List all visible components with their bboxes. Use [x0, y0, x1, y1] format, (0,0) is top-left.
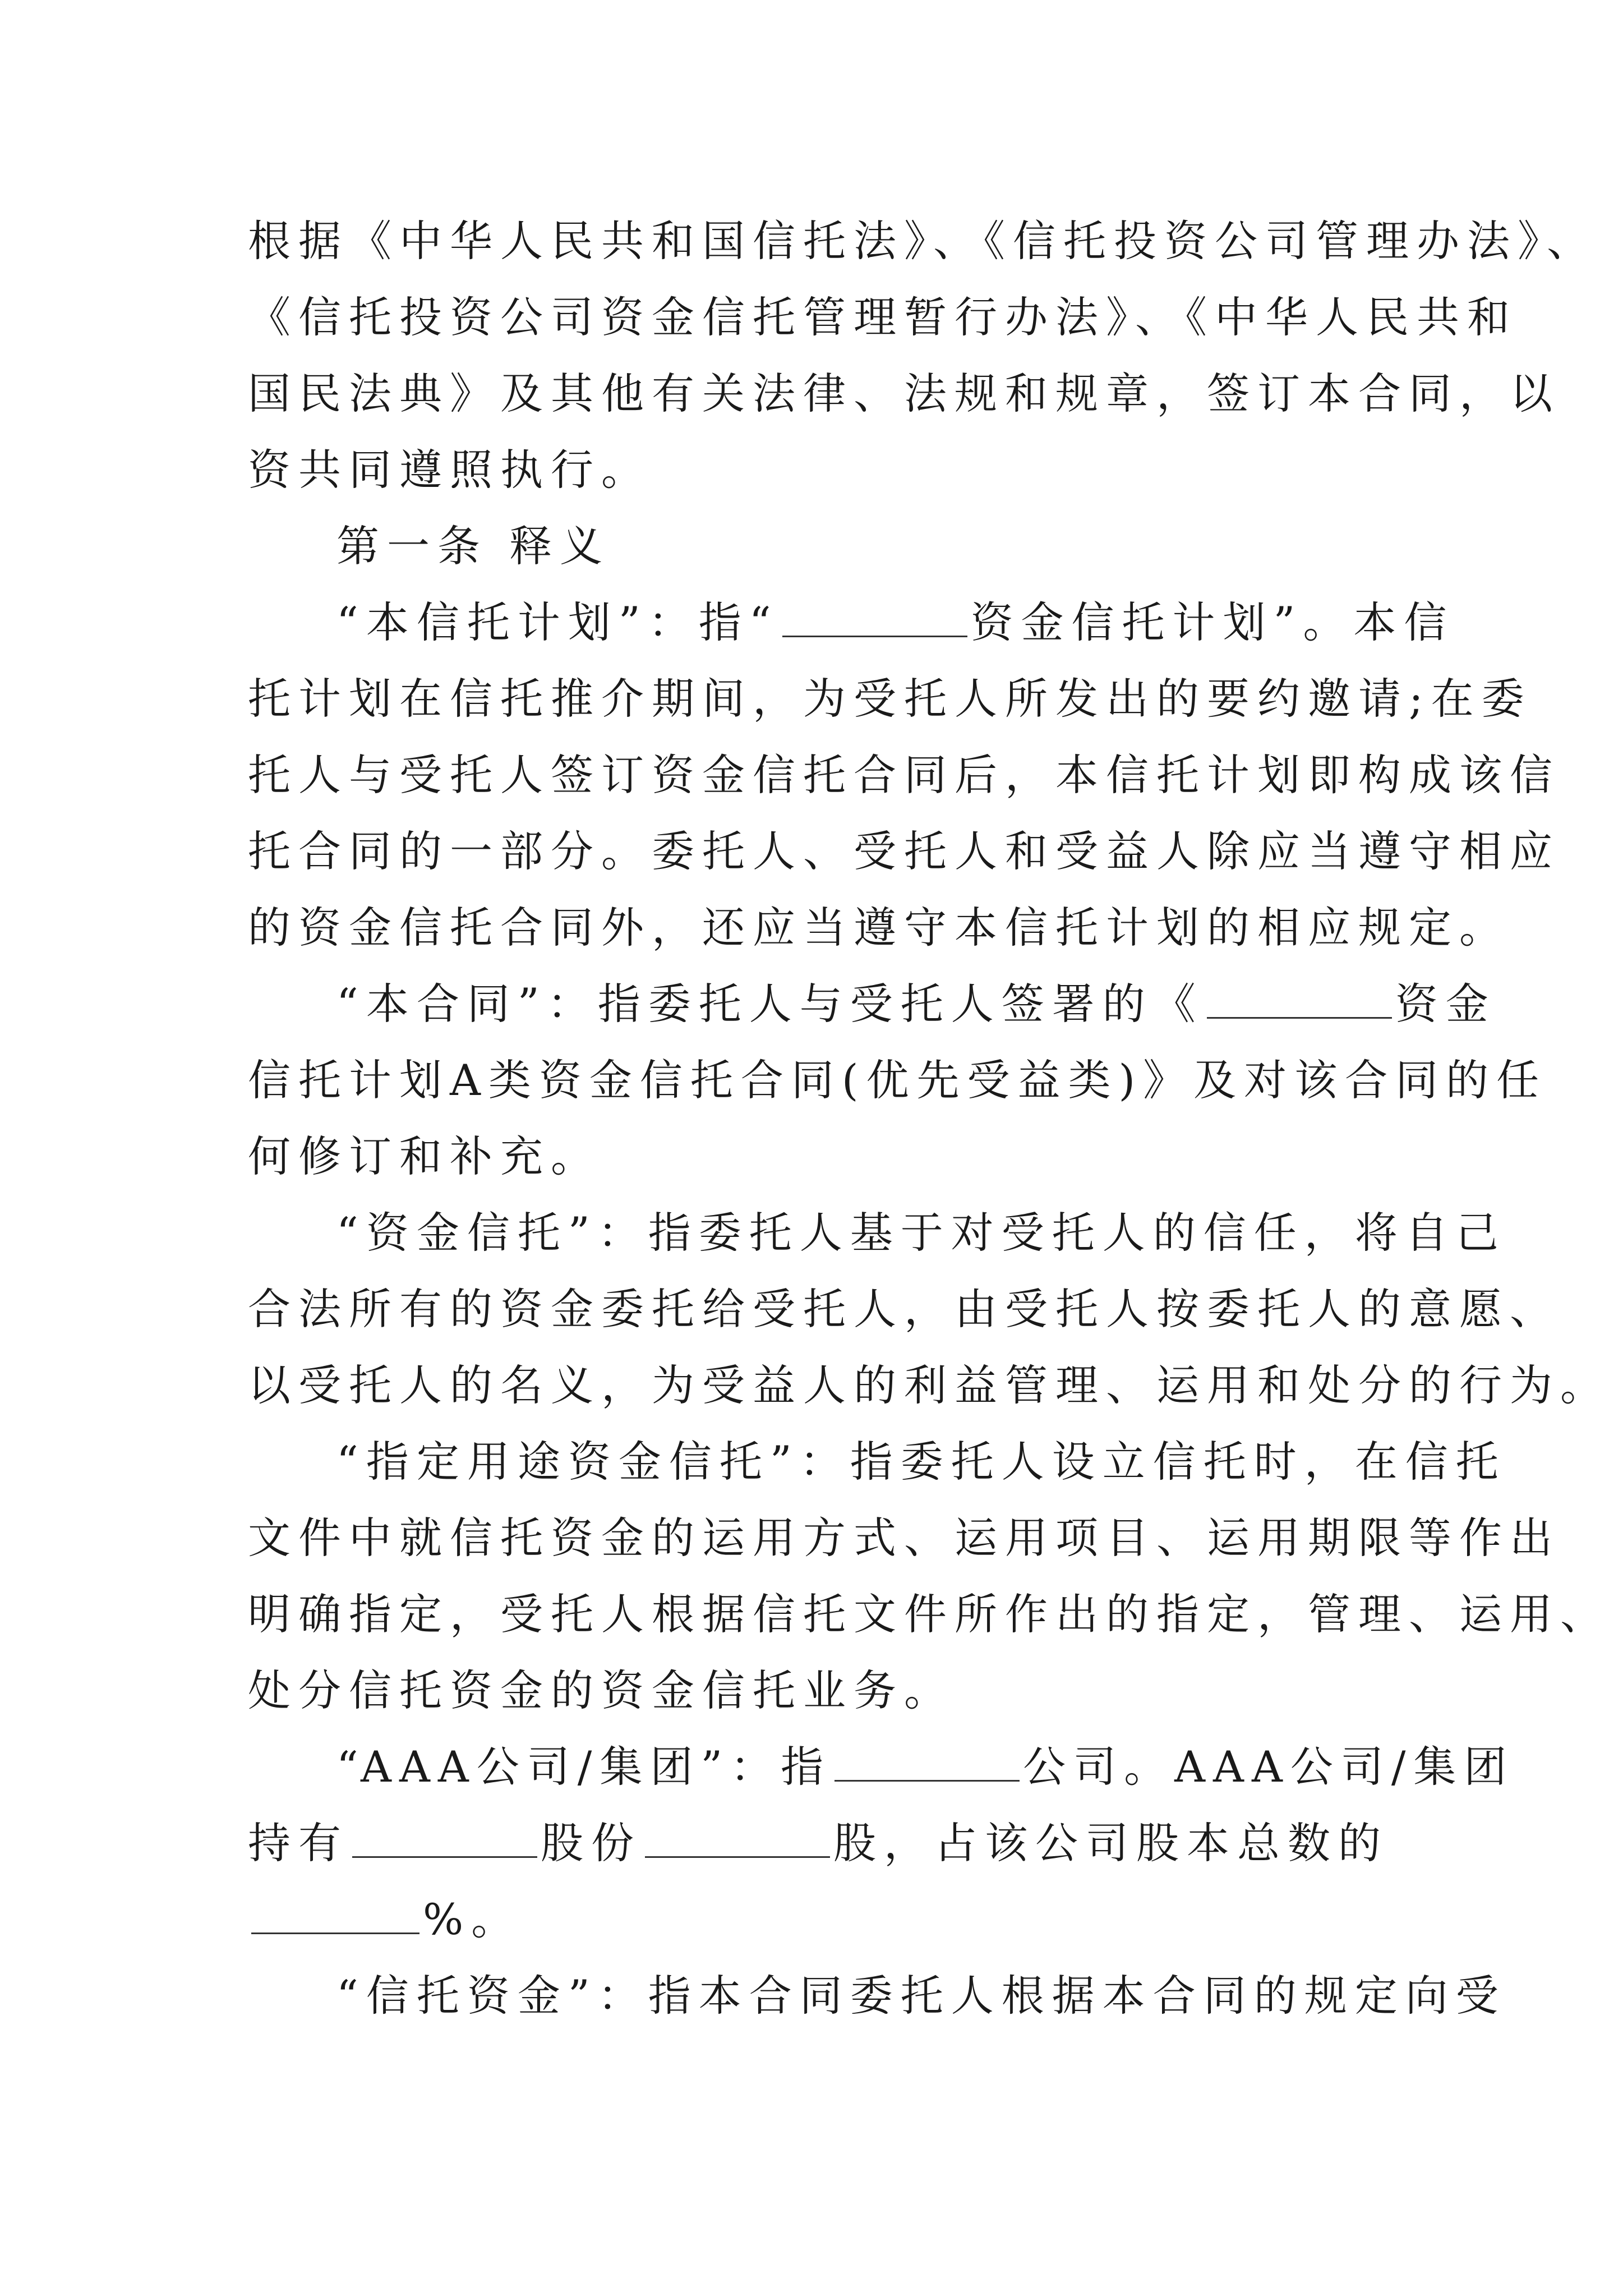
body-text-line	[248, 665, 1532, 733]
fill-in-blank	[352, 1816, 537, 1858]
body-text-line	[248, 1276, 1560, 1343]
text-segment: 股份	[541, 1818, 642, 1868]
text-segment: 公司。AAA公司/集团	[1023, 1742, 1515, 1792]
fill-in-blank	[645, 1816, 830, 1858]
text-segment: 根据《中华人民共和国信托法》、《信托投资公司管理办法》、	[248, 216, 1597, 266]
text-segment: “本信托计划”：指“	[336, 597, 779, 647]
text-segment: 托计划在信托推介期间，为受托人所发出的要约邀请;在委	[248, 674, 1532, 724]
fill-in-blank	[251, 1892, 419, 1934]
body-text-line	[248, 436, 1386, 504]
text-segment: 资共同遵照执行。	[248, 445, 652, 495]
body-text-line	[248, 1657, 1386, 1724]
text-segment: 处分信托资金的资金信托业务。	[248, 1665, 955, 1715]
text-segment: “信托资金”：指本合同委托人根据本合同的规定向受	[336, 1971, 1506, 2021]
definition-line	[336, 1199, 1506, 1267]
fill-in-blank	[782, 595, 967, 637]
text-segment: 以受托人的名义，为受益人的利益管理、运用和处分的行为。	[248, 1360, 1611, 1410]
body-text-line	[248, 360, 1560, 427]
definition-line	[336, 970, 1496, 1038]
body-text-line	[248, 1810, 1389, 1877]
text-segment: “本合同”：指委托人与受托人签署的《	[336, 979, 1204, 1029]
text-segment: 《信托投资公司资金信托管理暂行办法》、《中华人民共和	[248, 292, 1518, 342]
text-segment: 文件中就信托资金的运用方式、运用项目、运用期限等作出	[248, 1513, 1560, 1563]
definition-line	[336, 589, 1455, 656]
text-segment: “资金信托”：指委托人基于对受托人的信任，将自己	[336, 1208, 1506, 1258]
text-segment: 合法所有的资金委托给受托人，由受托人按委托人的意愿、	[248, 1284, 1560, 1334]
text-segment: 托人与受托人签订资金信托合同后，本信托计划即构成该信	[248, 750, 1560, 800]
text-segment: 托合同的一部分。委托人、受托人和受益人除应当遵守相应	[248, 826, 1560, 876]
text-segment: 持有	[248, 1818, 349, 1868]
body-text-line	[248, 1886, 1386, 1953]
text-segment: 资金	[1395, 979, 1496, 1029]
body-text-line	[248, 284, 1518, 351]
fill-in-blank	[1207, 977, 1392, 1019]
text-segment: 明确指定，受托人根据信托文件所作出的指定，管理、运用、	[248, 1589, 1611, 1639]
body-text-line	[248, 1581, 1611, 1648]
text-segment: 信托计划A类资金信托合同(优先受益类)》及对该合同的任	[248, 1055, 1547, 1105]
body-text-line	[248, 1123, 1386, 1190]
body-text-line	[248, 1504, 1560, 1572]
body-text-line	[248, 208, 1597, 275]
text-segment: “指定用途资金信托”：指委托人设立信托时，在信托	[336, 1437, 1506, 1487]
section-heading-text: 第一条 释义	[336, 521, 611, 571]
body-text-line	[248, 742, 1560, 809]
text-segment: %。	[423, 1894, 522, 1944]
definition-line	[336, 1428, 1506, 1496]
body-text-line	[248, 1352, 1611, 1419]
section-heading	[336, 513, 1386, 580]
body-text-line	[248, 894, 1510, 961]
body-text-line	[248, 818, 1560, 885]
text-segment: 何修订和补充。	[248, 1131, 601, 1181]
fill-in-blank	[834, 1740, 1020, 1782]
definition-line	[336, 1733, 1515, 1801]
text-segment: 的资金信托合同外，还应当遵守本信托计划的相应规定。	[248, 903, 1510, 953]
definition-line	[336, 1962, 1506, 2030]
body-text-line	[248, 1047, 1547, 1114]
text-segment: 资金信托计划”。本信	[970, 597, 1455, 647]
text-segment: “AAA公司/集团”：指	[336, 1742, 832, 1792]
text-segment: 股，占该公司股本总数的	[833, 1818, 1389, 1868]
text-segment: 国民法典》及其他有关法律、法规和规章，签订本合同，以	[248, 369, 1560, 418]
